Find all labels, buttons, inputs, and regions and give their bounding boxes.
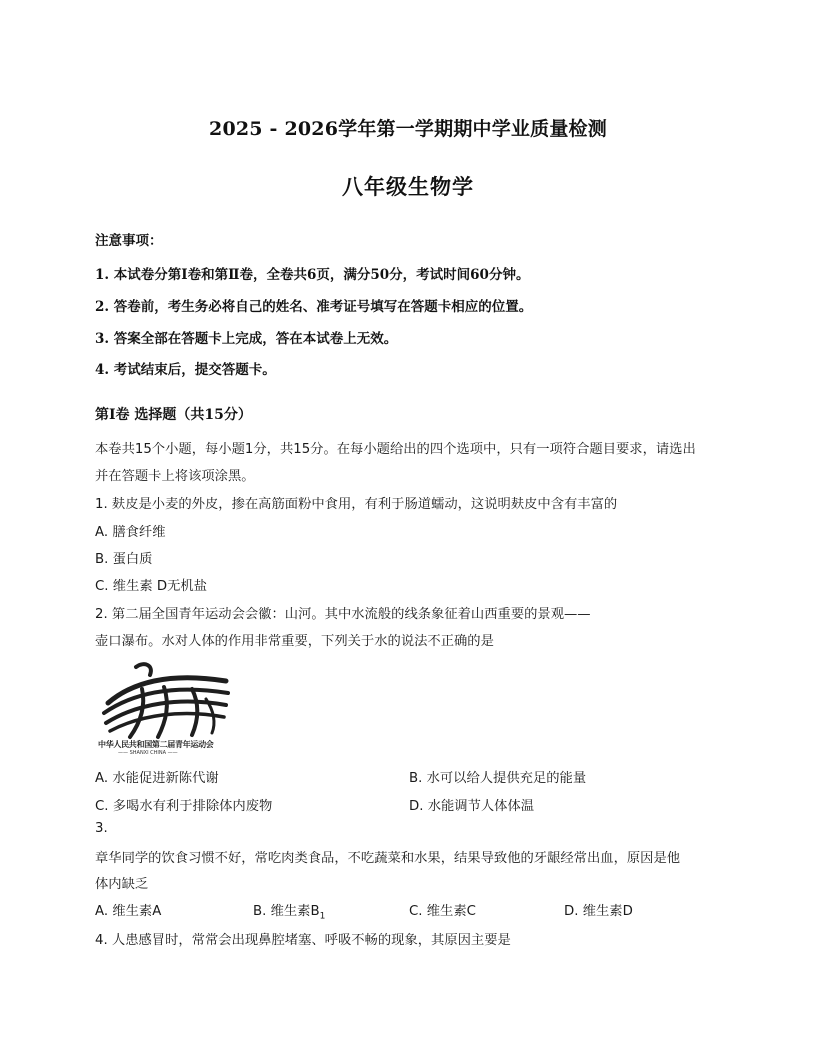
question-2-option-c: C. 多喝水有利于排除体内废物 bbox=[95, 799, 273, 814]
question-3-option-b bbox=[253, 900, 325, 922]
question-3-option-a: A. 维生素A bbox=[95, 904, 162, 919]
question-3-option-b-text: B. 维生素B bbox=[253, 904, 320, 919]
question-2-stem-line1: 2. 第二届全国青年运动会会徽：山河。其中水流般的线条象征着山西重要的景观—— bbox=[95, 607, 591, 622]
notice-item-3: 3. 答案全部在答题卡上完成，答在本试卷上无效。 bbox=[95, 331, 398, 347]
question-1-stem: 1. 麸皮是小麦的外皮，掺在高筋面粉中食用，有利于肠道蠕动，这说明麸皮中含有丰富的 bbox=[95, 497, 618, 512]
section-instruction-line2: 并在答题卡上将该项涂黑。 bbox=[95, 469, 255, 484]
question-3-option-c: C. 维生素C bbox=[409, 904, 476, 919]
question-1-option-b: B. 蛋白质 bbox=[95, 552, 153, 567]
question-2-option-b: B. 水可以给人提供充足的能量 bbox=[409, 771, 587, 786]
question-2-option-d: D. 水能调节人体体温 bbox=[409, 799, 535, 814]
notice-item-2: 2. 答卷前，考生务必将自己的姓名、准考证号填写在答题卡相应的位置。 bbox=[95, 299, 533, 315]
question-1-option-a: A. 膳食纤维 bbox=[95, 525, 166, 540]
question-4-stem: 4. 人患感冒时，常常会出现鼻腔堵塞、呼吸不畅的现象，其原因主要是 bbox=[95, 933, 511, 948]
exam-title: 2025 - 2026学年第一学期期中学业质量检测 bbox=[209, 118, 607, 140]
question-3-stem-line1: 章华同学的饮食习惯不好，常吃肉类食品，不吃蔬菜和水果，结果导致他的牙龈经常出血，原因是他 bbox=[95, 851, 681, 866]
logo-caption: 中华人民共和国第二届青年运动会 bbox=[98, 740, 214, 749]
question-1-option-c: C. 维生素 D无机盐 bbox=[95, 579, 207, 594]
section-instruction-line1: 本卷共15个小题，每小题1分，共15分。在每小题给出的四个选项中，只有一项符合题目要求，请选出 bbox=[95, 442, 696, 457]
exam-subtitle: 八年级生物学 bbox=[342, 174, 474, 199]
question-3-option-d: D. 维生素D bbox=[564, 904, 633, 919]
section-heading: 第Ⅰ卷 选择题（共15分） bbox=[95, 407, 252, 423]
logo-subcaption: —— SHANXI CHINA —— bbox=[118, 750, 178, 756]
question-2-option-a: A. 水能促进新陈代谢 bbox=[95, 771, 219, 786]
notice-item-4: 4. 考试结束后，提交答题卡。 bbox=[95, 362, 276, 378]
question-3-number: 3. bbox=[95, 821, 108, 836]
question-3-option-b-subscript: 1 bbox=[319, 911, 326, 922]
question-2-stem-line2: 壶口瀑布。水对人体的作用非常重要，下列关于水的说法不正确的是 bbox=[95, 634, 494, 649]
notice-heading: 注意事项： bbox=[95, 233, 163, 249]
question-3-stem-line2: 体内缺乏 bbox=[95, 877, 149, 892]
notice-item-1: 1. 本试卷分第Ⅰ卷和第Ⅱ卷，全卷共6页，满分50分，考试时间60分钟。 bbox=[95, 267, 530, 283]
